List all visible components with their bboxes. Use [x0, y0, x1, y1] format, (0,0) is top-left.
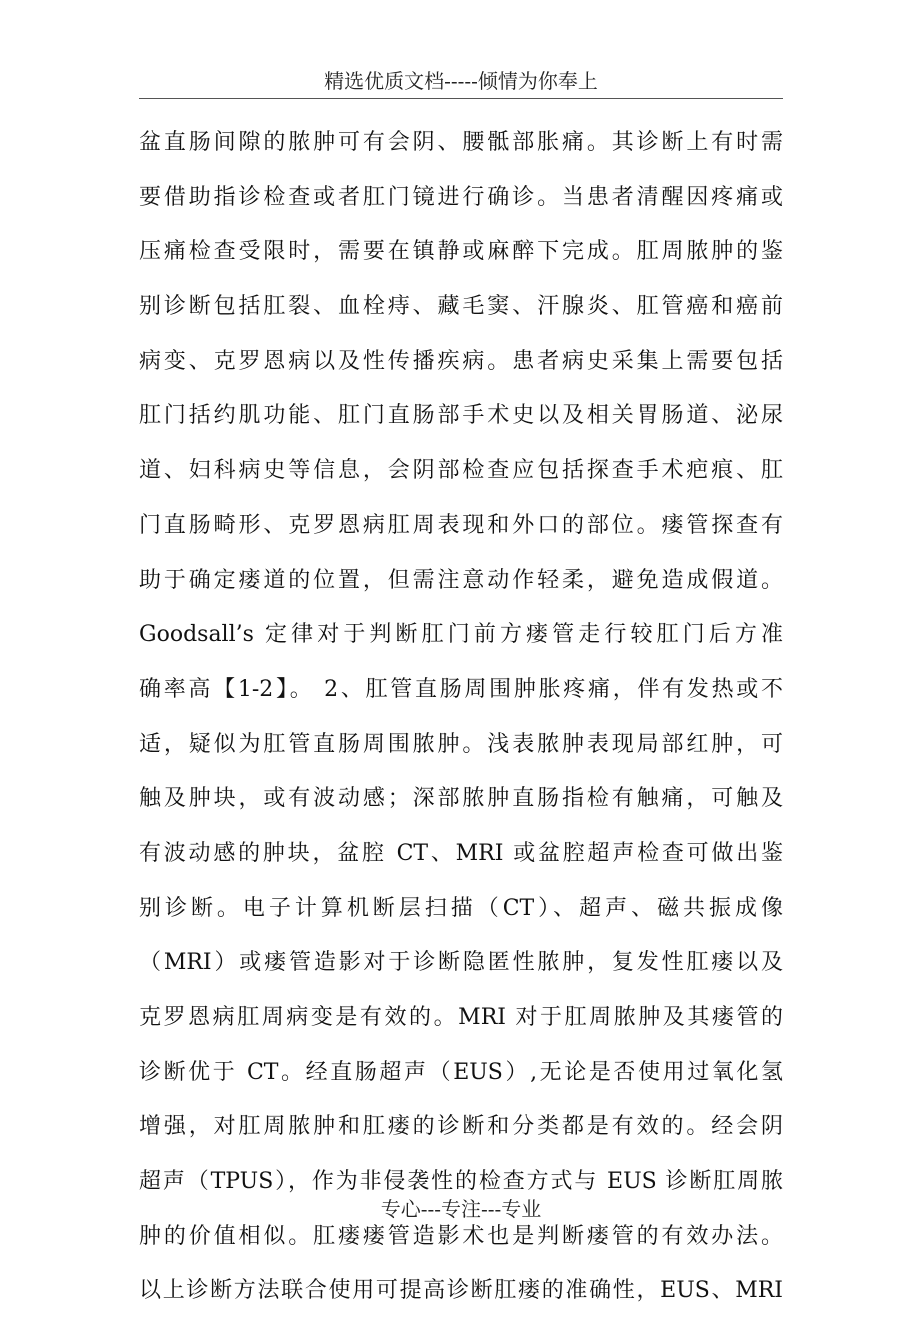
body-line: 盆直肠间隙的脓肿可有会阴、腰骶部胀痛。其诊断上有时需	[139, 130, 783, 155]
body-line: 别诊断。电子计算机断层扫描（CT）、超声、磁共振成像	[139, 895, 783, 921]
body-line: 肛门括约肌功能、肛门直肠部手术史以及相关胃肠道、泌尿	[139, 403, 783, 429]
body-line: 门直肠畸形、克罗恩病肛周表现和外口的部位。瘘管探查有	[139, 512, 783, 538]
body-line: Goodsall’s 定律对于判断肛门前方瘘管走行较肛门后方准	[139, 622, 783, 648]
page-header: 精选优质文档-----倾情为你奉上	[324, 69, 598, 93]
body-line: 确率高【1-2】。 2、肛管直肠周围肿胀疼痛，伴有发热或不	[139, 676, 783, 702]
body-line: 触及肿块，或有波动感；深部脓肿直肠指检有触痛，可触及	[139, 786, 783, 812]
body-line: 以上诊断方法联合使用可提高诊断肛瘘的准确性，EUS、MRI	[139, 1278, 783, 1304]
body-line: 增强，对肛周脓肿和肛瘘的诊断和分类都是有效的。经会阴	[139, 1114, 783, 1140]
body-line: 要借助指诊检查或者肛门镜进行确诊。当患者清醒因疼痛或	[139, 184, 783, 210]
body-line: 克罗恩病肛周病变是有效的。MRI 对于肛周脓肿及其瘘管的	[139, 1005, 783, 1030]
body-line: 有波动感的肿块，盆腔 CT、MRI 或盆腔超声检查可做出鉴	[139, 840, 783, 866]
body-line: 病变、克罗恩病以及性传播疾病。患者病史采集上需要包括	[139, 348, 783, 374]
body-line: 压痛检查受限时，需要在镇静或麻醉下完成。肛周脓肿的鉴	[139, 239, 783, 265]
body-line: 超声（TPUS），作为非侵袭性的检查方式与 EUS 诊断肛周脓	[139, 1169, 783, 1195]
body-line: 适，疑似为肛管直肠周围脓肿。浅表脓肿表现局部红肿，可	[139, 731, 783, 757]
body-line: （MRI）或瘘管造影对于诊断隐匿性脓肿，复发性肛瘘以及	[139, 950, 783, 976]
page-footer: 专心---专注---专业	[380, 1197, 542, 1221]
document-body	[139, 116, 783, 1319]
body-line: 肿的价值相似。肛瘘瘘管造影术也是判断瘘管的有效办法。	[139, 1223, 783, 1249]
body-line: 别诊断包括肛裂、血栓痔、藏毛窦、汗腺炎、肛管癌和癌前	[139, 294, 783, 320]
header-divider	[139, 98, 783, 99]
body-line: 助于确定瘘道的位置，但需注意动作轻柔，避免造成假道。	[139, 567, 783, 593]
body-line: 诊断优于 CT。经直肠超声（EUS）,无论是否使用过氧化氢	[139, 1059, 783, 1085]
body-line: 道、妇科病史等信息，会阴部检查应包括探查手术疤痕、肛	[139, 458, 783, 484]
